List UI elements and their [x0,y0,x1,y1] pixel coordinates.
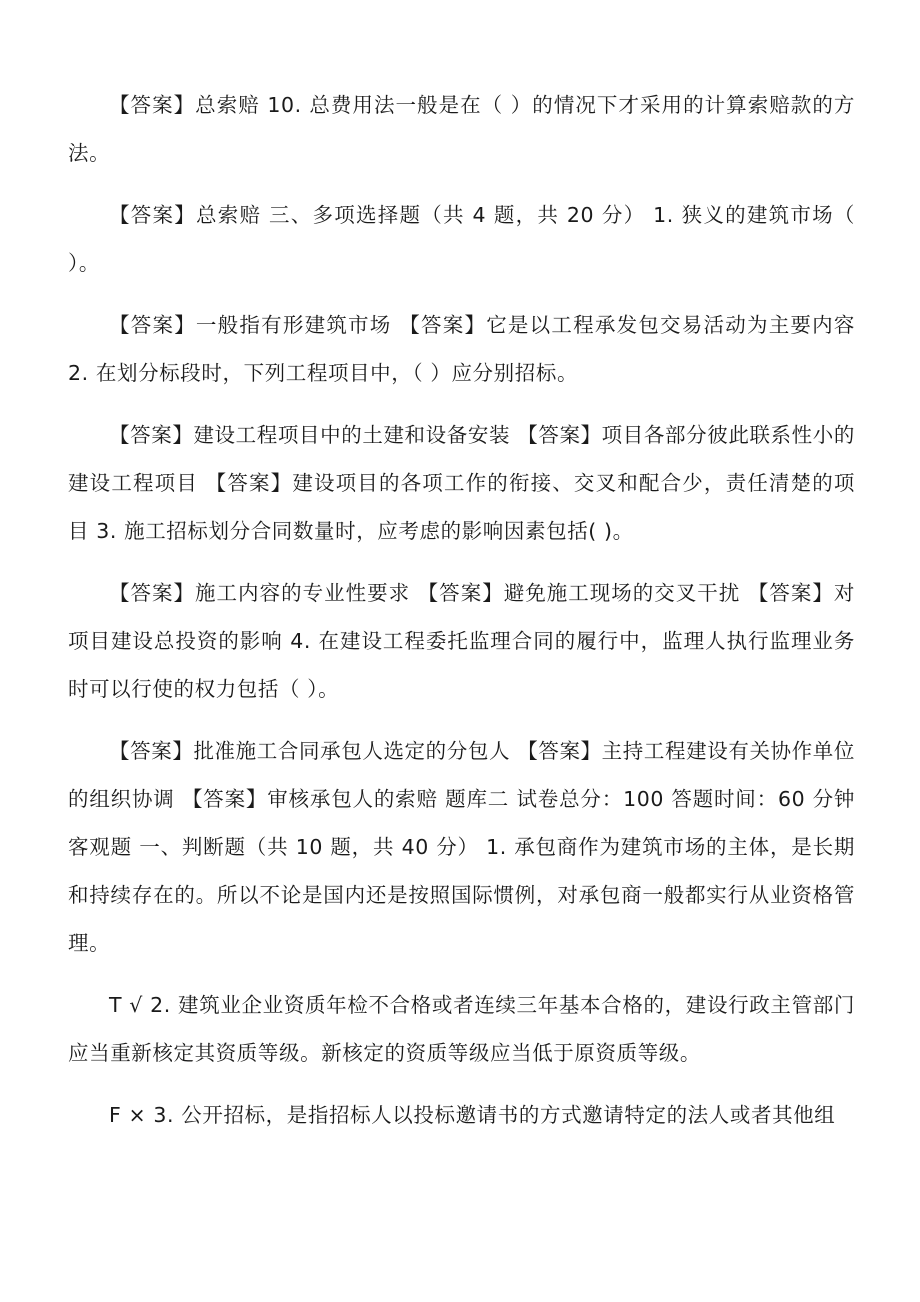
paragraph-1: 【答案】总索赔 10. 总费用法一般是在（ ）的情况下才采用的计算索赔款的方法。 [68,93,855,165]
paragraph-3: 【答案】一般指有形建筑市场 【答案】它是以工程承发包交易活动为主要内容 2. 在划分标段时，下列工程项目中，（ ）应分别招标。 [68,313,855,385]
paragraph-2: 【答案】总索赔 三、多项选择题（共 4 题，共 20 分） 1. 狭义的建筑市场（ ）。 [68,203,855,275]
paragraph-8: F × 3. 公开招标，是指招标人以投标邀请书的方式邀请特定的法人或者其他组 [109,1103,836,1127]
paragraph-5: 【答案】施工内容的专业性要求 【答案】避免施工现场的交叉干扰 【答案】对项目建设总投资的影响 4. 在建设工程委托监理合同的履行中，监理人执行监理业务时可以行使的权力包括（ ）。 [68,581,855,701]
paragraph-7: T √ 2. 建筑业企业资质年检不合格或者连续三年基本合格的，建设行政主管部门应当重新核定其资质等级。新核定的资质等级应当低于原资质等级。 [68,993,855,1065]
paragraph-4: 【答案】建设工程项目中的土建和设备安装 【答案】项目各部分彼此联系性小的建设工程项目 【答案】建设项目的各项工作的衔接、交叉和配合少，责任清楚的项目 3. 施工招标划分合同数量时，应考虑的影响因素包括( )。 [68,423,855,543]
document-body [68,81,855,1153]
paragraph-6: 【答案】批准施工合同承包人选定的分包人 【答案】主持工程建设有关协作单位的组织协调 【答案】审核承包人的索赔 题库二 试卷总分：100 答题时间：60 分钟 客观题 一、判断题（共 10 题，共 40 分） 1. 承包商作为建筑市场的主体，是长期和持续存在的。所以不论是国内还是按照国际惯例，对承包商一般都实行从业资格管理。 [68,739,855,955]
